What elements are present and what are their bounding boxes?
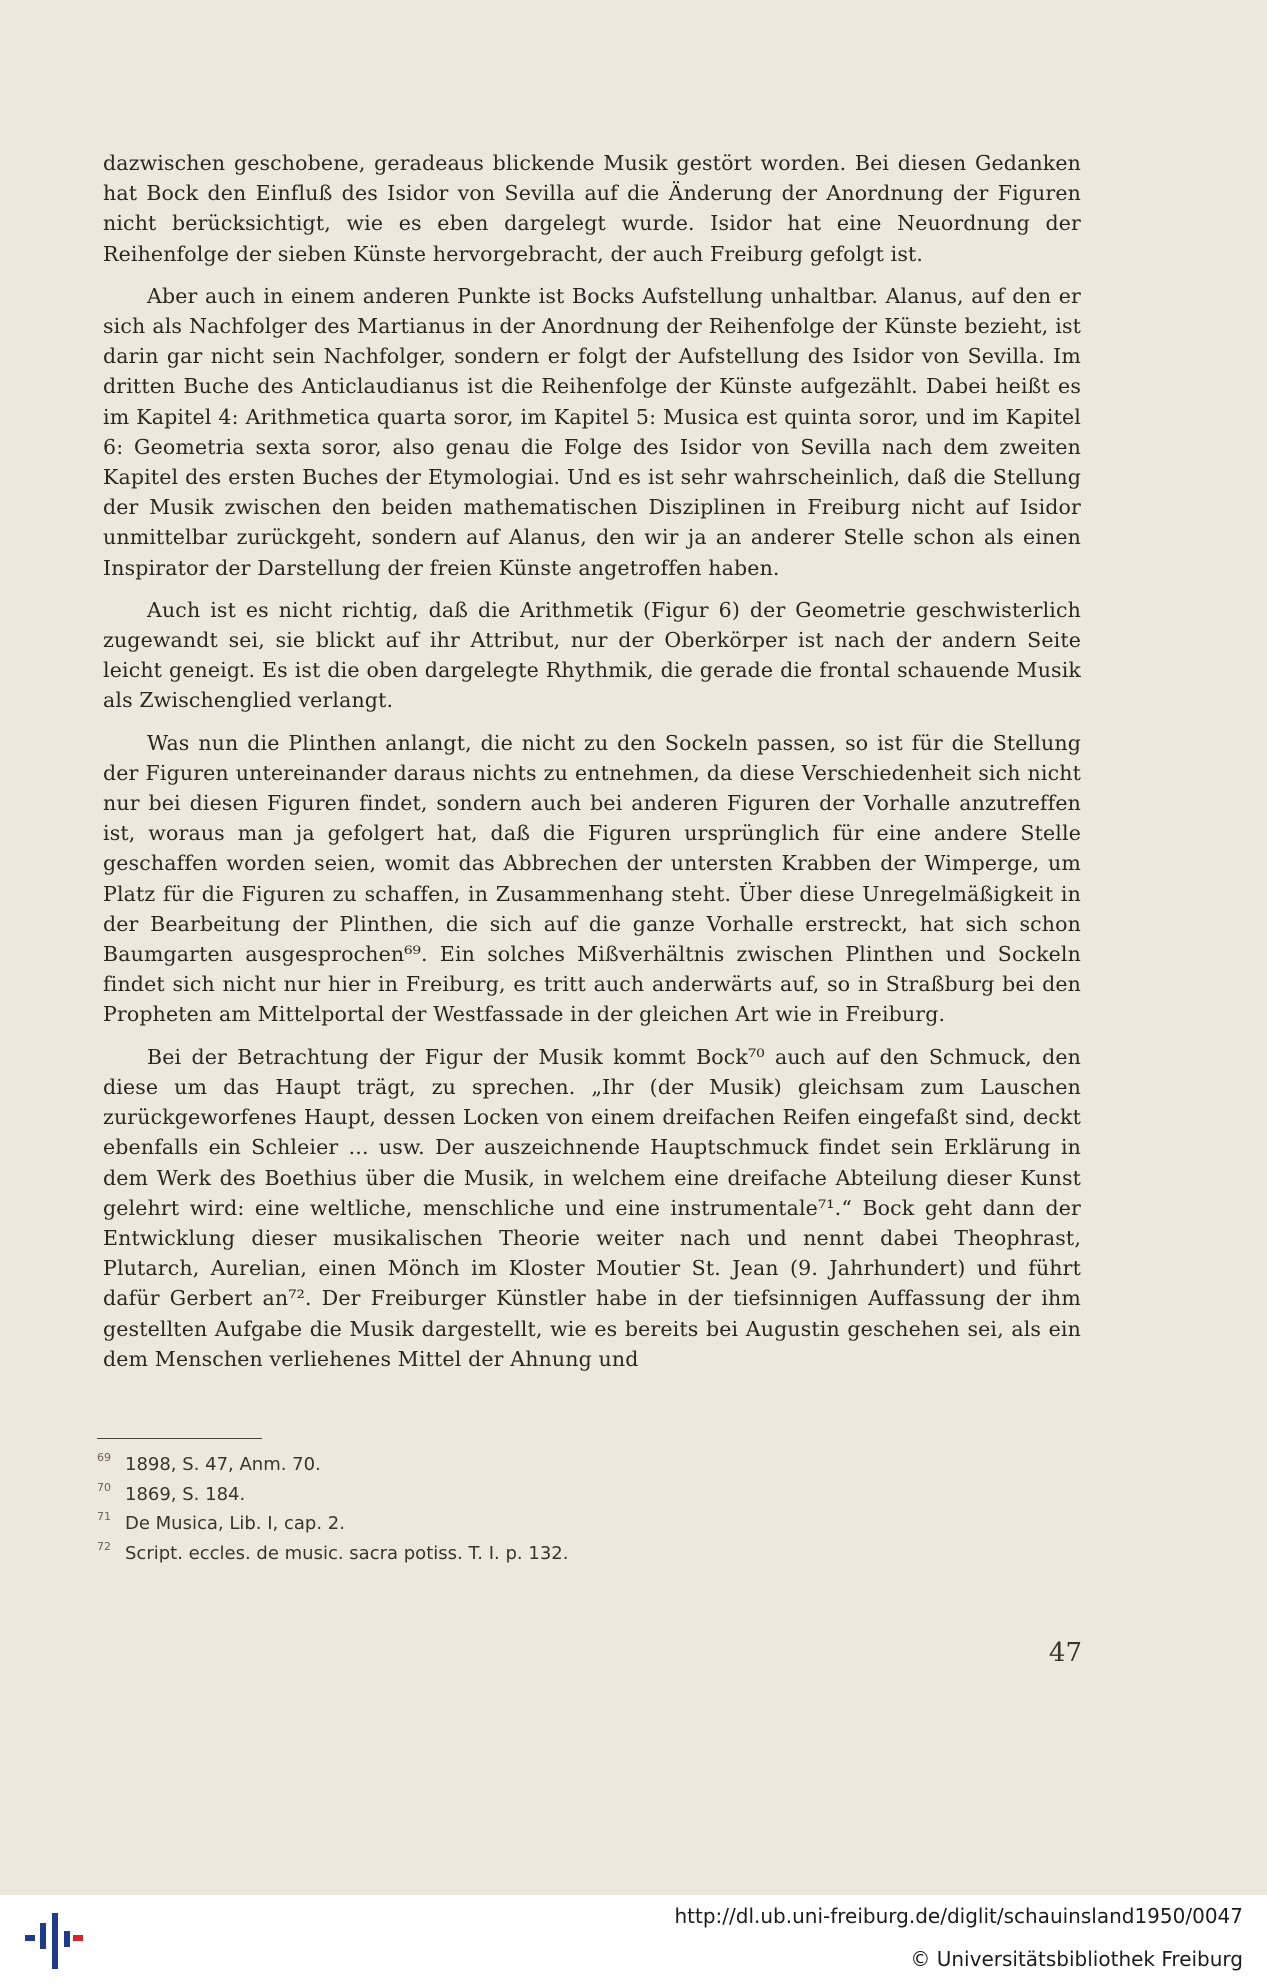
footnote-number: 69 <box>97 1451 111 1464</box>
copyright-text: © Universitätsbibliothek Freiburg <box>910 1947 1243 1971</box>
footnote-number: 71 <box>97 1510 111 1523</box>
footnote-text: 1869, S. 184. <box>125 1483 246 1505</box>
footnote-number: 70 <box>97 1480 111 1494</box>
paragraph-5: Bei der Betrachtung der Figur der Musik kommt Bock⁷⁰ auch auf den Schmuck, den diese um das Haupt trägt, zu sprechen. „Ihr (der Musik) gleichsam zum Lauschen zurückgeworfenes Haupt, dessen Locken von einem dreifachen Reifen eingefaßt sind, deckt ebenfalls ein Schleier ... usw. Der auszeichnende Hauptschmuck findet sein Erklärung in dem Werk des Boethius über die Musik, in welchem eine dreifache Abteilung dieser Kunst gelehrt wird: eine weltliche, menschliche und eine instrumentale⁷¹.“ Bock geht dann der Entwicklung dieser musikalischen Theorie weiter nach und nennt dabei Theophrast, Plutarch, Aurelian, einen Mönch im Kloster Moutier St. Jean (9. Jahrhundert) und führt dafür Gerbert an⁷². Der Freiburger Künstler habe in der tiefsinnigen Auffassung der ihm gestellten Aufgabe die Musik dargestellt, wie es bereits bei Augustin geschehen sei, als ein dem Menschen verliehenes Mittel der Ahnung und <box>103 1044 1081 1371</box>
source-url-link[interactable]: http://dl.ub.uni-freiburg.de/diglit/schauinsland1950/0047 <box>674 1904 1243 1928</box>
footnote-72 <box>97 1539 797 1569</box>
footnotes <box>97 1438 797 1568</box>
paragraph-3: Auch ist es nicht richtig, daß die Arithmetik (Figur 6) der Geometrie geschwisterlich zugewandt sei, sie blickt auf ihr Attribut, nur der Oberkörper ist nach der andern Seite leicht geneigt. Es ist die oben dargelegte Rhythmik, die gerade die frontal schauende Musik als Zwischenglied verlangt. <box>103 597 1081 713</box>
footer-bar <box>0 1895 1267 1985</box>
footnote-text: De Musica, Lib. I, cap. 2. <box>125 1513 345 1534</box>
footnote-text: Script. eccles. de music. sacra potiss. T. I. p. 132. <box>125 1542 569 1564</box>
footnote-divider <box>97 1438 262 1439</box>
page-number: 47 <box>1048 1638 1082 1668</box>
footnote-71 <box>97 1509 797 1539</box>
footnote-number: 72 <box>97 1539 111 1553</box>
body-text <box>103 148 1081 1374</box>
paragraph-2: Aber auch in einem anderen Punkte ist Bocks Aufstellung unhaltbar. Alanus, auf den er sich als Nachfolger des Martianus in der Anordnung der Reihenfolge der Künste bezieht, ist darin gar nicht sein Nachfolger, sondern er folgt der Aufstellung des Isidor von Sevilla. Im dritten Buche des Anticlaudianus ist die Reihenfolge der Künste aufgezählt. Dabei heißt es im Kapitel 4: Arithmetica quarta soror, im Kapitel 5: Musica est quinta soror, und im Kapitel 6: Geometria sexta soror, also genau die Folge des Isidor von Sevilla nach dem zweiten Kapitel des ersten Buches der Etymologiai. Und es ist sehr wahrscheinlich, daß die Stellung der Musik zwischen den beiden mathematischen Disziplinen in Freiburg nicht auf Isidor unmittelbar zurückgeht, sondern auf Alanus, den wir ja an anderer Stelle schon als einen Inspirator der Darstellung der freien Künste angetroffen haben. <box>103 283 1081 580</box>
footnote-69 <box>97 1450 797 1480</box>
paragraph-4: Was nun die Plinthen anlangt, die nicht zu den Sockeln passen, so ist für die Stellung der Figuren untereinander daraus nichts zu entnehmen, da diese Verschiedenheit sich nicht nur bei diesen Figuren findet, sondern auch bei anderen Figuren der Vorhalle anzutreffen ist, woraus man ja gefolgert hat, daß die Figuren ursprünglich für eine andere Stelle geschaffen worden seien, womit das Abbrechen der untersten Krabben der Wimperge, um Platz für die Figuren zu schaffen, in Zusammenhang steht. Über diese Unregelmäßigkeit in der Bearbeitung der Plinthen, die sich auf die ganze Vorhalle erstreckt, hat sich schon Baumgarten ausgesprochen⁶⁹. Ein solches Mißverhältnis zwischen Plinthen und Sockeln findet sich nicht nur hier in Freiburg, es tritt auch anderwärts auf, so in Straßburg bei den Propheten am Mittelportal der Westfassade in der gleichen Art wie in Freiburg. <box>103 730 1081 1027</box>
ub-freiburg-logo-icon[interactable] <box>25 1909 83 1971</box>
paragraph-1: dazwischen geschobene, geradeaus blickende Musik gestört worden. Bei diesen Gedanken hat Bock den Einfluß des Isidor von Sevilla auf die Änderung der Anordnung der Figuren nicht berücksichtigt, wie es eben dargelegt wurde. Isidor hat eine Neuordnung der Reihenfolge der sieben Künste hervorgebracht, der auch Freiburg gefolgt ist. <box>103 151 1081 266</box>
footnote-70 <box>97 1480 797 1510</box>
footnote-text: 1898, S. 47, Anm. 70. <box>125 1454 321 1475</box>
